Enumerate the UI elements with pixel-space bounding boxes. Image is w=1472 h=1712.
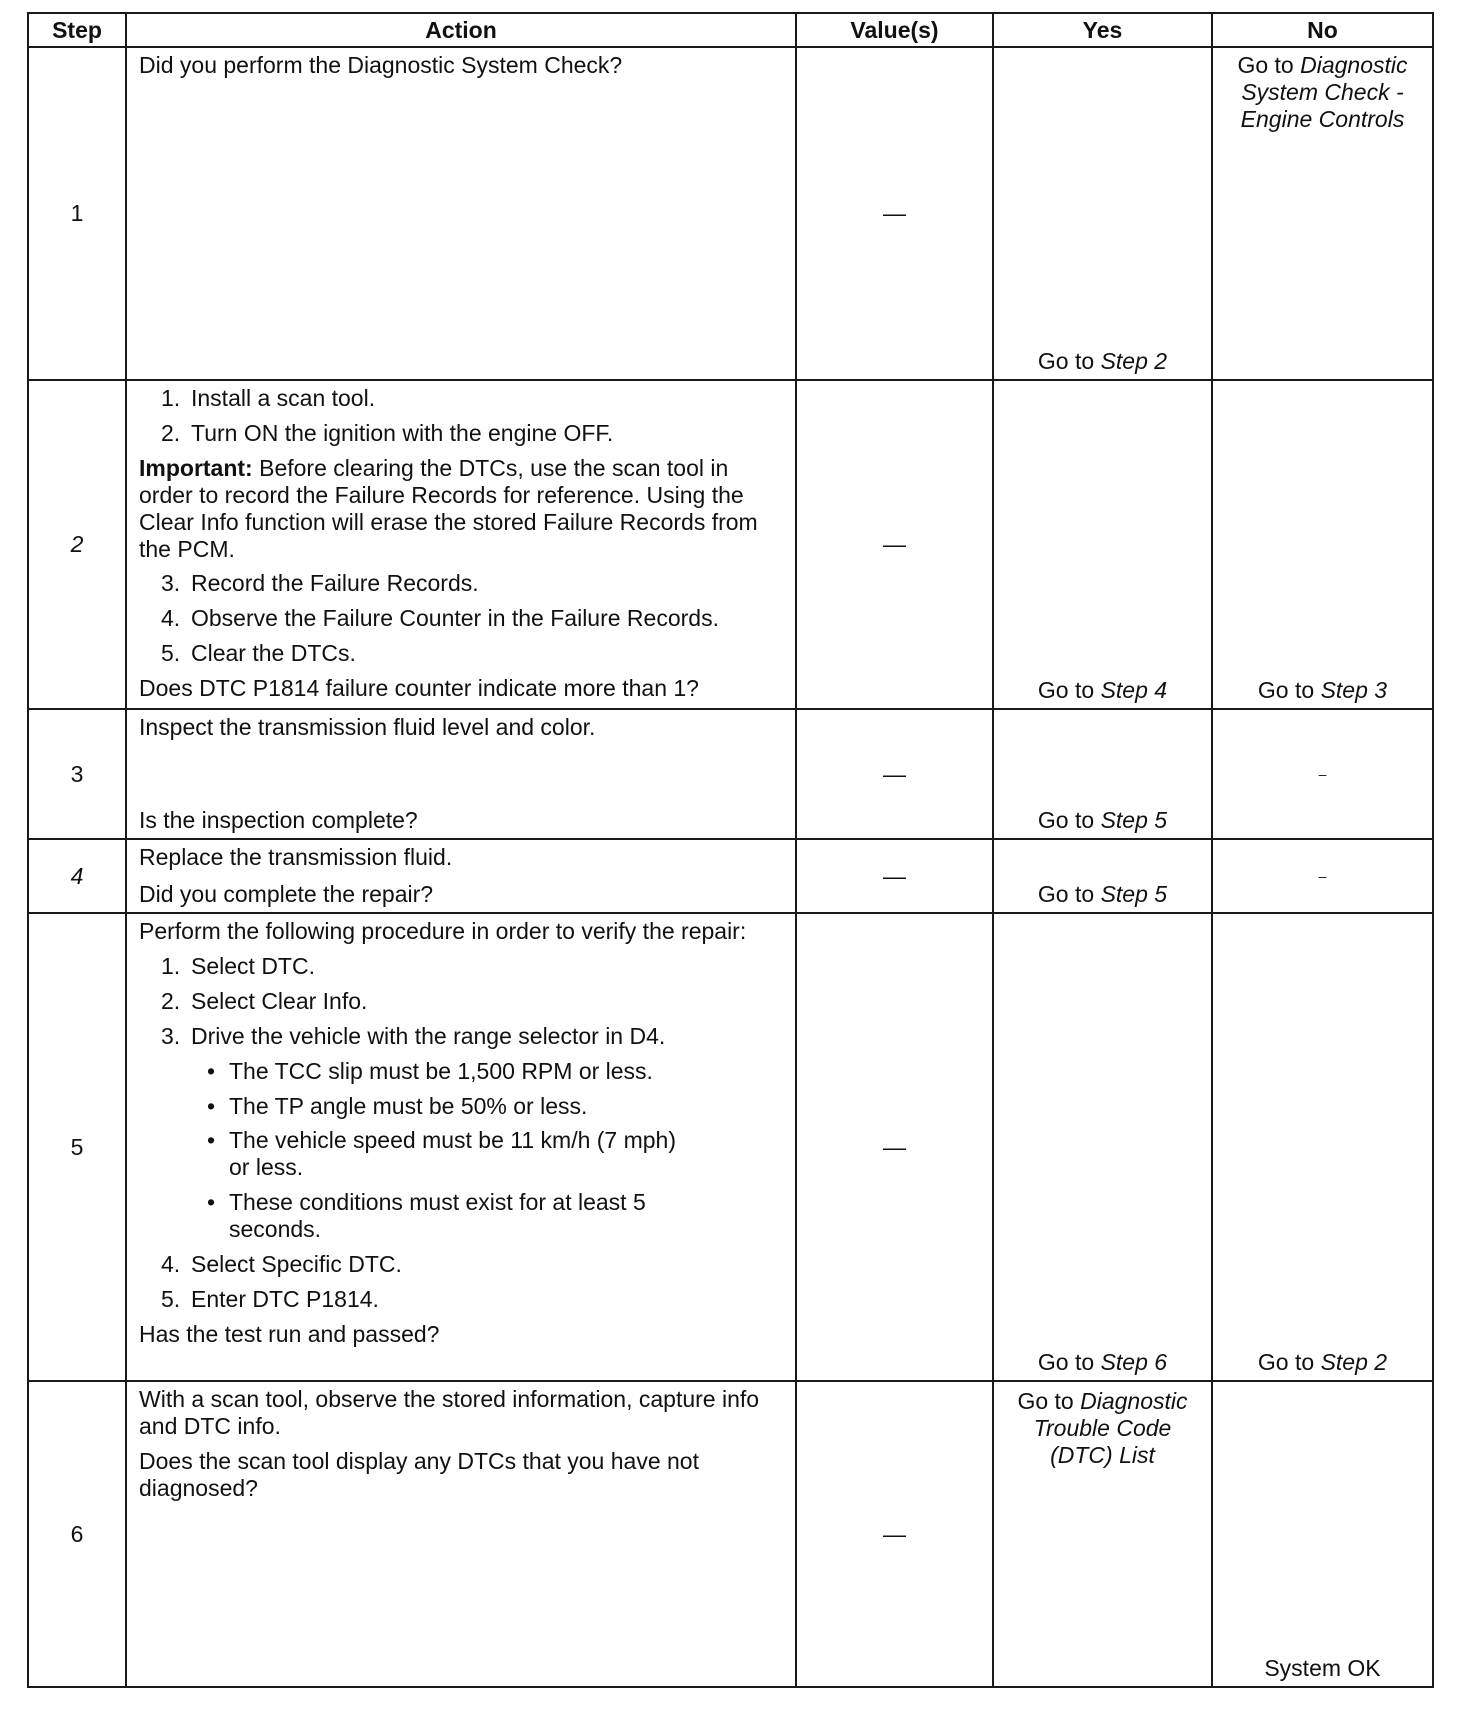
list-item-text: Clear the DTCs. <box>191 640 356 667</box>
value-dash: — <box>796 913 993 1381</box>
no-link[interactable]: Diagnostic System Check - Engine Controls <box>1240 52 1408 132</box>
table-row <box>28 47 1433 380</box>
yes-link[interactable]: Diagnostic Trouble Code (DTC) List <box>1033 1388 1188 1468</box>
list-item <box>139 570 783 597</box>
list-item-text: Enter DTC P1814. <box>191 1285 379 1312</box>
action-question: Did you perform the Diagnostic System Check? <box>139 52 623 78</box>
no-goto[interactable]: Go to Step 2 <box>1257 1349 1388 1376</box>
list-item-number: 1. <box>161 385 181 411</box>
action-text: Replace the transmission fluid. <box>139 844 453 870</box>
yes-link[interactable]: Step 4 <box>1100 677 1168 704</box>
action-text: Inspect the transmission fluid level and color. <box>139 714 596 740</box>
list-item-number: 4. <box>161 1251 181 1278</box>
action-list <box>139 1251 783 1321</box>
table-row <box>28 1381 1433 1687</box>
table-row <box>28 709 1433 839</box>
bullet-text: The TP angle must be 50% or less. <box>229 1092 588 1119</box>
no-result: System OK <box>1264 1655 1381 1682</box>
list-item-number: 2. <box>161 419 181 446</box>
yes-goto[interactable]: Go to Diagnostic Trouble Code (DTC) List <box>1017 1388 1188 1468</box>
step-number: 5 <box>28 913 126 1381</box>
step-number: 6 <box>28 1381 126 1687</box>
header-values: Value(s) <box>796 13 993 47</box>
bullet-text: These conditions must exist for at least 5 seconds. <box>229 1189 646 1243</box>
yes-link[interactable]: Step 2 <box>1100 348 1168 375</box>
list-item-text: Record the Failure Records. <box>191 570 479 597</box>
value-dash: — <box>796 1381 993 1687</box>
list-item-number: 1. <box>161 952 181 979</box>
action-list <box>139 385 783 455</box>
header-row <box>28 13 1433 47</box>
list-item <box>139 1251 783 1278</box>
no-dash: – <box>1212 839 1433 913</box>
action-question: Is the inspection complete? <box>139 807 418 834</box>
bullet-item <box>139 1093 783 1120</box>
no-link[interactable]: Step 3 <box>1320 677 1388 704</box>
table-row <box>28 380 1433 709</box>
value-dash: — <box>796 709 993 839</box>
header-action: Action <box>126 13 796 47</box>
list-item <box>139 953 783 980</box>
yes-link[interactable]: Step 5 <box>1100 807 1168 834</box>
table-row <box>28 839 1433 913</box>
list-item <box>139 640 783 667</box>
bullet-icon: • <box>207 1189 216 1216</box>
list-item-number: 3. <box>161 570 181 597</box>
list-item-text: Drive the vehicle with the range selector in D4. <box>191 1022 666 1049</box>
step-number: 3 <box>28 709 126 839</box>
important-note: Important: Before clearing the DTCs, use the scan tool in order to record the Failure Records for reference. Using the Clear Info function will erase the stored Failure Records from the PCM. <box>139 454 758 562</box>
list-item-text: Select Clear Info. <box>191 987 368 1014</box>
list-item <box>139 988 783 1015</box>
list-item-text: Select Specific DTC. <box>191 1251 402 1278</box>
list-item-text: Select DTC. <box>191 952 315 979</box>
yes-goto[interactable]: Go to Step 6 <box>1037 1349 1168 1376</box>
step-number: 4 <box>70 862 84 889</box>
step-number: 1 <box>28 47 126 380</box>
action-text: With a scan tool, observe the stored information, capture info and DTC info. <box>139 1386 760 1439</box>
list-item-text: Turn ON the ignition with the engine OFF. <box>191 419 614 446</box>
list-item-number: 3. <box>161 1022 181 1049</box>
action-question: Does DTC P1814 failure counter indicate more than 1? <box>139 675 699 702</box>
header-no: No <box>1212 13 1433 47</box>
list-item-number: 5. <box>161 640 181 667</box>
condition-list <box>139 1058 783 1251</box>
no-goto[interactable]: Go to Diagnostic System Check - Engine Controls <box>1237 52 1408 132</box>
yes-goto[interactable]: Go to Step 5 <box>1037 881 1168 908</box>
header-step: Step <box>28 13 126 47</box>
value-dash: — <box>796 47 993 380</box>
bullet-text: The vehicle speed must be 11 km/h (7 mph) or less. <box>229 1127 677 1181</box>
step-number: 2 <box>70 531 84 558</box>
list-item <box>139 1286 783 1313</box>
value-dash: — <box>796 380 993 709</box>
list-item-text: Observe the Failure Counter in the Failure Records. <box>191 605 719 632</box>
diagnostic-table <box>27 12 1434 1688</box>
action-intro: Perform the following procedure in order to verify the repair: <box>139 918 747 944</box>
action-question: Has the test run and passed? <box>139 1320 440 1347</box>
header-yes: Yes <box>993 13 1212 47</box>
bullet-item <box>139 1058 783 1085</box>
list-item <box>139 420 783 447</box>
bullet-item <box>139 1189 783 1243</box>
yes-link[interactable]: Step 6 <box>1100 1349 1168 1376</box>
action-list <box>139 953 783 1058</box>
no-dash: – <box>1212 709 1433 839</box>
action-question: Does the scan tool display any DTCs that you have not diagnosed? <box>139 1447 699 1501</box>
list-item <box>139 1023 783 1050</box>
no-link[interactable]: Step 2 <box>1320 1349 1388 1376</box>
list-item-number: 4. <box>161 605 181 632</box>
table-row <box>28 913 1433 1381</box>
bullet-icon: • <box>207 1057 216 1084</box>
yes-link[interactable]: Step 5 <box>1100 881 1168 908</box>
value-dash: — <box>796 839 993 913</box>
bullet-icon: • <box>207 1127 216 1154</box>
list-item-text: Install a scan tool. <box>191 385 376 411</box>
bullet-item <box>139 1127 783 1181</box>
action-question: Did you complete the repair? <box>139 881 434 908</box>
no-goto[interactable]: Go to Step 3 <box>1257 677 1388 704</box>
bullet-icon: • <box>207 1092 216 1119</box>
yes-goto[interactable]: Go to Step 5 <box>1037 807 1168 834</box>
list-item <box>139 385 783 412</box>
list-item-number: 2. <box>161 987 181 1014</box>
list-item-number: 5. <box>161 1285 181 1312</box>
yes-goto[interactable]: Go to Step 2 <box>1037 348 1168 375</box>
action-list <box>139 570 783 675</box>
list-item <box>139 605 783 632</box>
bullet-text: The TCC slip must be 1,500 RPM or less. <box>229 1057 653 1084</box>
yes-goto[interactable]: Go to Step 4 <box>1037 677 1168 704</box>
